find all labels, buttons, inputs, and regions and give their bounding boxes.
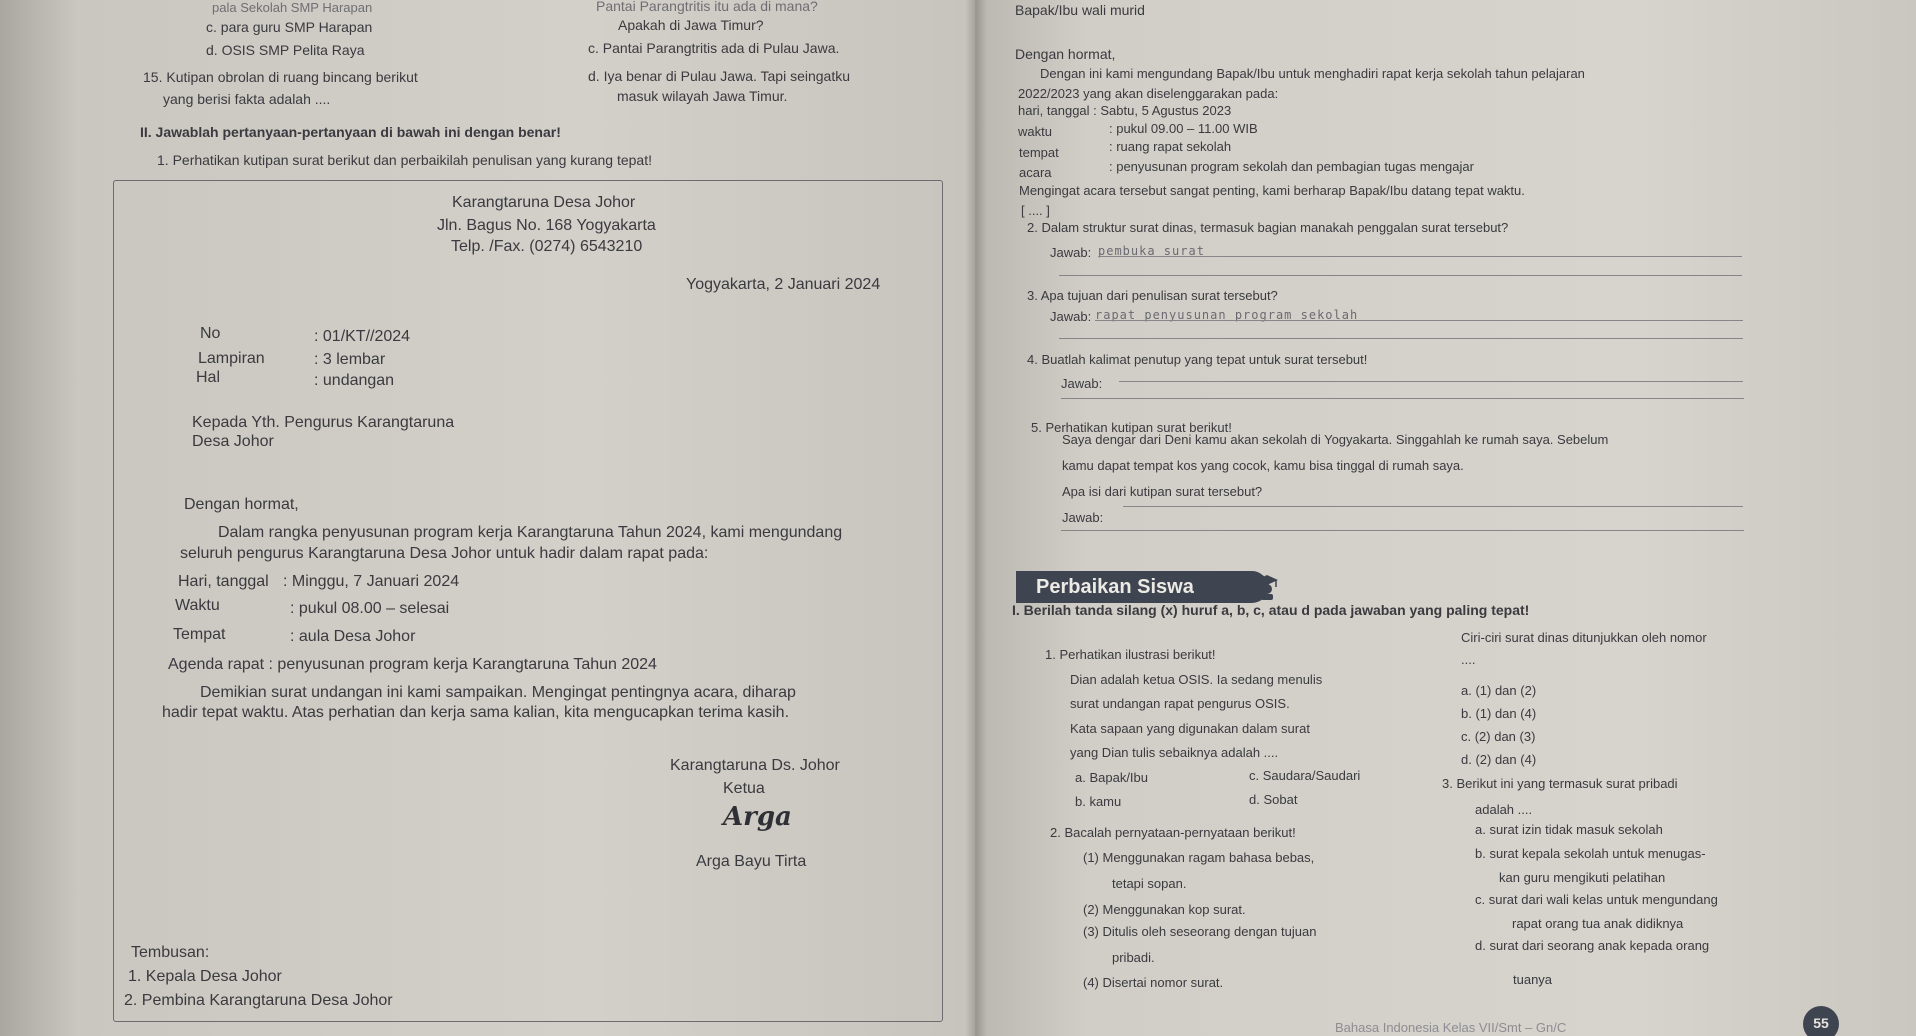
letter-address: Jln. Bagus No. 168 Yogyakarta [437, 217, 656, 234]
section-i-title: I. Berilah tanda silang (x) huruf a, b, c, atau d pada jawaban yang paling tepat! [1012, 602, 1530, 618]
mc1-option-d[interactable]: d. Sobat [1249, 792, 1298, 807]
mc2-item2: (2) Menggunakan kop surat. [1083, 902, 1246, 917]
letter-frame [113, 180, 943, 1022]
page-footer: Bahasa Indonesia Kelas VII/Smt – Gn/C [1335, 1020, 1567, 1035]
letter-body-1: Dalam rangka penyusunan program kerja Karangtaruna Tahun 2024, kami mengundang [218, 524, 843, 541]
mc2-option-d[interactable]: d. (2) dan (4) [1461, 752, 1537, 767]
q4-answer-line-2[interactable] [1061, 398, 1744, 399]
letter-waktu-label: Waktu [175, 597, 220, 614]
q3-text: 3. Apa tujuan dari penulisan surat tersebut? [1027, 288, 1278, 303]
mc2-question-1: Ciri-ciri surat dinas ditunjukkan oleh nomor [1461, 630, 1707, 645]
mc3-line1: 3. Berikut ini yang termasuk surat pribadi [1442, 776, 1678, 791]
q5-answer-label: Jawab: [1062, 510, 1104, 525]
q3-answer-line-2[interactable] [1059, 338, 1743, 339]
letter2-body-2: 2022/2023 yang akan diselenggarakan pada: [1018, 86, 1279, 101]
letter2-waktu-value: : pukul 09.00 – 11.00 WIB [1109, 121, 1258, 136]
letter-hal-label: Hal [196, 369, 221, 386]
letter-sign-title: Ketua [723, 780, 765, 797]
q1-instruction: 1. Perhatikan kutipan surat berikut dan perbaikilah penulisan yang kurang tepat! [157, 152, 652, 168]
mc3-option-b-2: kan guru mengikuti pelatihan [1499, 870, 1666, 885]
mc3-option-a[interactable]: a. surat izin tidak masuk sekolah [1475, 822, 1663, 837]
letter-greeting: Dengan hormat, [184, 496, 299, 513]
q5-answer-line-2[interactable] [1061, 530, 1744, 531]
letter2-ellipsis: [ .... ] [1021, 203, 1050, 218]
mc1-option-a[interactable]: a. Bapak/Ibu [1075, 770, 1148, 785]
letter-recipient-2: Desa Johor [192, 433, 274, 450]
mc2-option-c[interactable]: c. (2) dan (3) [1461, 729, 1536, 744]
letter-org-name: Karangtaruna Desa Johor [452, 194, 636, 211]
mc2-option-b[interactable]: b. (1) dan (4) [1461, 706, 1537, 721]
q4-answer-label: Jawab: [1061, 376, 1103, 391]
q2-handwritten: pembuka surat [1098, 244, 1205, 258]
page-number: 55 [1803, 1006, 1839, 1036]
mc2-line1: 2. Bacalah pernyataan-pernyataan berikut! [1050, 825, 1296, 840]
letter-date: Yogyakarta, 2 Januari 2024 [686, 276, 881, 293]
q5-text: 5. Perhatikan kutipan surat berikut! [1031, 420, 1232, 435]
section-badge: Perbaikan Siswa [1016, 571, 1268, 603]
mc1-option-b[interactable]: b. kamu [1075, 794, 1122, 809]
letter-closing-1: Demikian surat undangan ini kami sampaikan. Mengingat pentingnya acara, diharap [200, 684, 796, 701]
letter2-tempat-value: : ruang rapat sekolah [1109, 139, 1232, 154]
q4-text: 4. Buatlah kalimat penutup yang tepat untuk surat tersebut! [1027, 352, 1368, 367]
q4-answer-line[interactable] [1119, 381, 1743, 382]
letter-no-label: No [200, 325, 221, 342]
letter-tembusan-1: 1. Kepala Desa Johor [128, 968, 282, 985]
right-page [975, 0, 1916, 1036]
mc3-option-c-1[interactable]: c. surat dari wali kelas untuk mengundang [1475, 892, 1718, 907]
prev-option-c: c. para guru SMP Harapan [206, 19, 373, 35]
mc2-item1-1: (1) Menggunakan ragam bahasa bebas, [1083, 850, 1315, 865]
letter-sign-org: Karangtaruna Ds. Johor [670, 757, 840, 774]
letter2-waktu-label: waktu [1018, 124, 1052, 139]
letter-tempat-value: : aula Desa Johor [290, 628, 416, 645]
prev-option-d: d. OSIS SMP Pelita Raya [206, 42, 365, 58]
prev-option-b: pala Sekolah SMP Harapan [212, 0, 373, 15]
student-cap-icon [1255, 574, 1279, 600]
letter-signature: Arga [723, 802, 792, 832]
q2-answer-line[interactable] [1098, 256, 1742, 257]
letter-body-2: seluruh pengurus Karangtaruna Desa Johor untuk hadir dalam rapat pada: [180, 545, 709, 562]
letter-phone: Telp. /Fax. (0274) 6543210 [451, 238, 643, 255]
q5-quote-1: Saya dengar dari Deni kamu akan sekolah di Yogyakarta. Singgahlah ke rumah saya. Sebelum [1062, 432, 1609, 447]
letter-lampiran-value: : 3 lembar [314, 351, 386, 368]
q5-quote-2: kamu dapat tempat kos yang cocok, kamu bisa tinggal di rumah saya. [1062, 458, 1464, 473]
section-ii-title: II. Jawablah pertanyaan-pertanyaan di bawah ini dengan benar! [140, 124, 561, 140]
letter2-hari: hari, tanggal : Sabtu, 5 Agustus 2023 [1018, 103, 1232, 118]
q15-line2: yang berisi fakta adalah .... [163, 91, 331, 107]
prev-right-d1: d. Iya benar di Pulau Jawa. Tapi seingatku [588, 68, 851, 84]
mc2-item3-2: pribadi. [1112, 950, 1155, 965]
letter-no-value: : 01/KT//2024 [314, 328, 411, 345]
mc2-item1-2: tetapi sopan. [1112, 876, 1187, 891]
prev-right-b2: Apakah di Jawa Timur? [618, 17, 764, 33]
letter2-acara-label: acara [1019, 165, 1052, 180]
letter-agenda: Agenda rapat : penyusunan program kerja Karangtaruna Tahun 2024 [168, 656, 657, 673]
q5-answer-line[interactable] [1123, 506, 1743, 507]
letter-recipient-1: Kepada Yth. Pengurus Karangtaruna [192, 414, 455, 431]
letter-top-fragment: Bapak/Ibu wali murid [1015, 2, 1145, 18]
q3-answer-label: Jawab: [1050, 309, 1092, 324]
letter-waktu-value: : pukul 08.00 – selesai [290, 600, 450, 617]
mc1-line3: surat undangan rapat pengurus OSIS. [1070, 696, 1290, 711]
letter2-tempat-label: tempat [1019, 145, 1059, 160]
q15-line1: 15. Kutipan obrolan di ruang bincang berikut [143, 69, 418, 85]
prev-right-c: c. Pantai Parangtritis ada di Pulau Jawa. [588, 40, 840, 56]
mc3-option-b-1[interactable]: b. surat kepala sekolah untuk menugas- [1475, 846, 1706, 861]
q2-text: 2. Dalam struktur surat dinas, termasuk bagian manakah penggalan surat tersebut? [1027, 220, 1509, 235]
q5-question: Apa isi dari kutipan surat tersebut? [1062, 484, 1263, 499]
book-spine-shadow [965, 0, 987, 1036]
mc1-line4: Kata sapaan yang digunakan dalam surat [1070, 721, 1310, 736]
mc3-option-d-2: tuanya [1513, 972, 1553, 987]
prev-right-b1: Pantai Parangtritis itu ada di mana? [596, 0, 818, 14]
q2-answer-line-2[interactable] [1059, 275, 1742, 276]
letter2-acara-value: : penyusunan program sekolah dan pembagian tugas mengajar [1109, 159, 1474, 174]
mc2-option-a[interactable]: a. (1) dan (2) [1461, 683, 1537, 698]
mc2-item4: (4) Disertai nomor surat. [1083, 975, 1224, 990]
mc3-line2: adalah .... [1475, 802, 1533, 817]
mc3-option-d-1[interactable]: d. surat dari seorang anak kepada orang [1475, 938, 1710, 953]
mc1-line1: 1. Perhatikan ilustrasi berikut! [1045, 647, 1216, 662]
letter2-body-1: Dengan ini kami mengundang Bapak/Ibu untuk menghadiri rapat kerja sekolah tahun pelajaran [1040, 66, 1585, 81]
letter2-greeting: Dengan hormat, [1015, 46, 1116, 62]
q3-answer-line[interactable] [1095, 320, 1743, 321]
mc1-line2: Dian adalah ketua OSIS. Ia sedang menulis [1070, 672, 1323, 687]
mc3-option-c-2: rapat orang tua anak didiknya [1512, 916, 1684, 931]
mc1-option-c[interactable]: c. Saudara/Saudari [1249, 768, 1361, 783]
letter-tembusan-label: Tembusan: [131, 944, 210, 961]
q2-answer-label: Jawab: [1050, 245, 1092, 260]
letter2-closing: Mengingat acara tersebut sangat penting, kami berharap Bapak/Ibu datang tepat waktu. [1019, 183, 1525, 198]
letter-tembusan-2: 2. Pembina Karangtaruna Desa Johor [124, 992, 393, 1009]
mc2-question-2: .... [1461, 652, 1476, 667]
letter-lampiran-label: Lampiran [198, 350, 265, 367]
letter-tempat-label: Tempat [173, 626, 226, 643]
mc2-item3-1: (3) Ditulis oleh seseorang dengan tujuan [1083, 924, 1317, 939]
letter-closing-2: hadir tepat waktu. Atas perhatian dan kerja sama kalian, kita mengucapkan terima kasih. [162, 704, 790, 721]
q3-handwritten: rapat penyusunan program sekolah [1095, 308, 1359, 322]
mc1-line5: yang Dian tulis sebaiknya adalah .... [1070, 745, 1279, 760]
letter-hari-value: : Minggu, 7 Januari 2024 [283, 573, 460, 590]
prev-right-d2: masuk wilayah Jawa Timur. [617, 88, 788, 104]
letter-hal-value: : undangan [314, 372, 395, 389]
letter-hari-label: Hari, tanggal [178, 573, 269, 590]
letter-sign-name: Arga Bayu Tirta [696, 853, 807, 870]
